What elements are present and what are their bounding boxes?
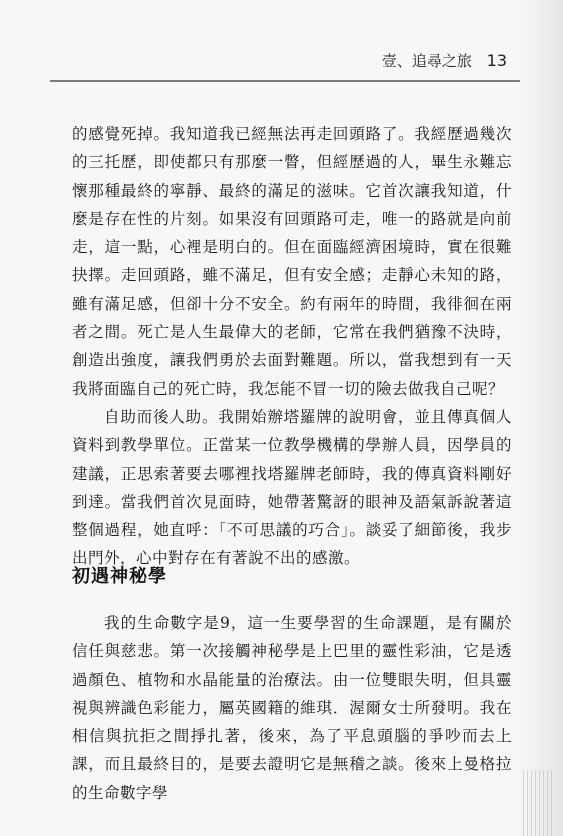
- text-block-bottom: [72, 609, 512, 807]
- paragraph-life-number: 我的生命數字是9，這一生要學習的生命課題，是有關於信任與慈悲。第一次接觸神秘學是上巴里的靈性彩油，它是透過顏色、植物和水晶能量的治療法。由一位雙眼失明，但具靈視與辨識色彩能力，屬英國籍的維琪．渥爾女士所發明。我在相信與抗拒之間掙扎著，後來，為了平息頭腦的爭吵而去上課，而且最終目的，是要去證明它是無稽之談。後來上曼格拉的生命數字學: [72, 614, 512, 802]
- page-edge-lines: [523, 770, 553, 836]
- paragraph-continuation: 的感覺死掉。我知道我已經無法再走回頭路了。我經歷過幾次的三托歷，即使都只有那麼一瞥，但經歷過的人，畢生永難忘懷那種最終的寧靜、最終的滿足的滋味。它首次讓我知道，什麼是存在性的片刻。如果沒有回頭路可走，唯一的路就是向前走，這一點，心裡是明白的。但在面臨經濟困境時，實在很難抉擇。走回頭路，雖不滿足，但有安全感；走靜心未知的路，雖有滿足感，但卻十分不安全。約有兩年的時間，我徘徊在兩者之間。死亡是人生最偉大的老師，它常在我們猶豫不決時，創造出強度，讓我們勇於去面對難題。所以，當我想到有一天我將面臨自己的死亡時，我怎能不冒一切的險去做我自己呢？: [72, 125, 512, 398]
- running-header: [382, 50, 507, 71]
- page-number: 13: [486, 51, 507, 70]
- text-block-top: [72, 120, 512, 573]
- chapter-title: 壹、追尋之旅: [381, 52, 472, 70]
- page-gutter-shadow: [515, 0, 563, 836]
- paragraph-self-help: 自助而後人助。我開始辦塔羅牌的說明會，並且傳真個人資料到教學單位。正當某一位教學機構的學辦人員，因學員的建議，正思索著要去哪裡找塔羅牌老師時，我的傳真資料剛好到達。當我們首次見面時，她帶著驚訝的眼神及語氣訴說著這整個過程，她直呼：「不可思議的巧合」。談妥了細節後，我步出門外，心中對存在有著說不出的感激。: [72, 407, 512, 568]
- section-heading: 初遇神秘學: [72, 566, 167, 587]
- header-rule: [50, 80, 520, 82]
